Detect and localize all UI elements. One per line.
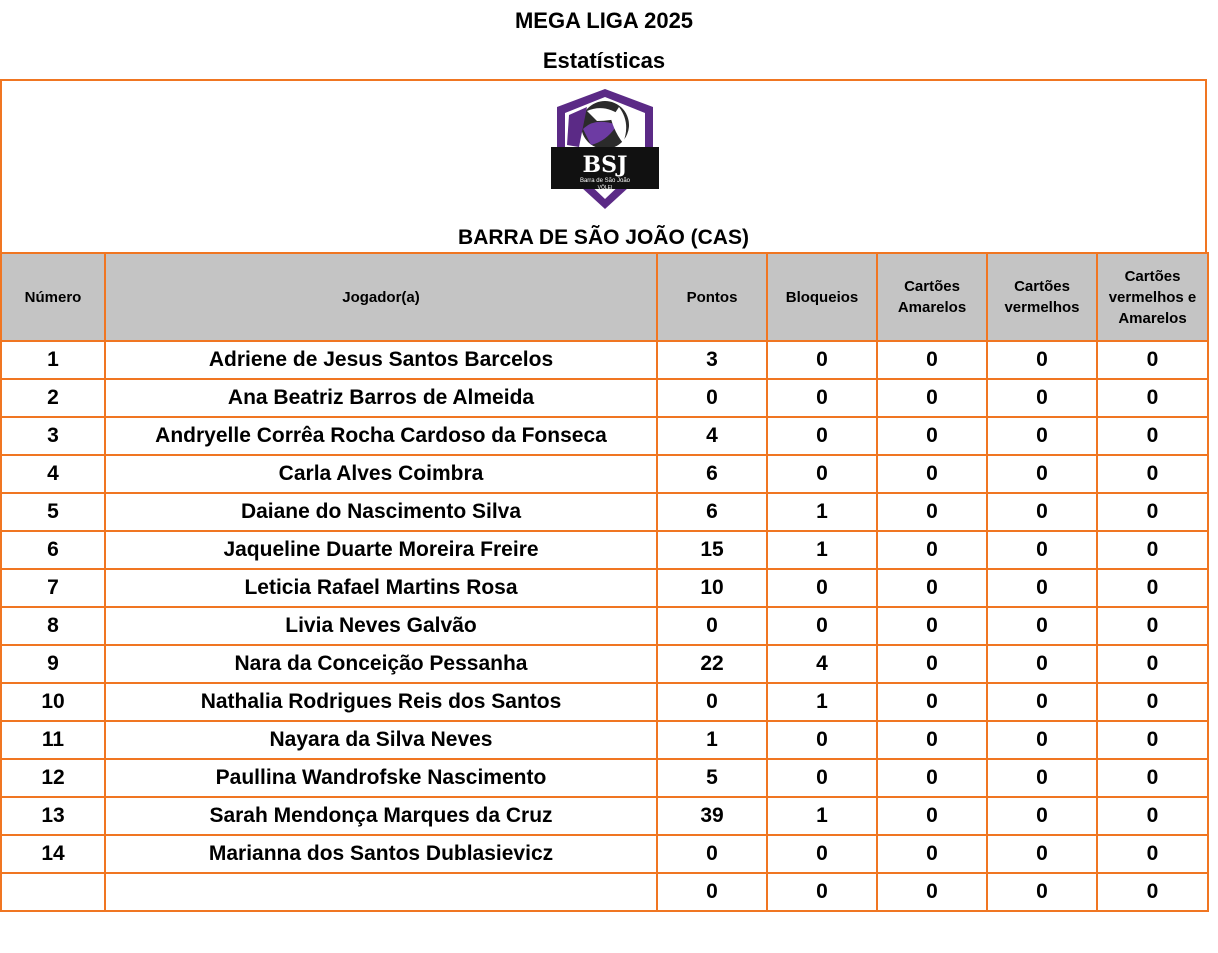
col-player: Jogador(a) (105, 253, 657, 341)
cell-red-yellow-cards: 0 (1097, 645, 1208, 683)
cell-blocks: 0 (767, 417, 877, 455)
page-title: MEGA LIGA 2025 (514, 8, 694, 33)
cell-player: Leticia Rafael Martins Rosa (105, 569, 657, 607)
cell-blocks: 0 (767, 873, 877, 911)
cell-red-yellow-cards: 0 (1097, 417, 1208, 455)
table-row (1, 797, 1208, 835)
cell-player: Marianna dos Santos Dublasievicz (105, 835, 657, 873)
cell-blocks: 1 (767, 531, 877, 569)
cell-player: Nathalia Rodrigues Reis dos Santos (105, 683, 657, 721)
cell-points: 5 (657, 759, 767, 797)
col-red-cards: Cartões vermelhos (987, 253, 1097, 341)
cell-yellow-cards: 0 (877, 873, 987, 911)
col-yellow-cards: Cartões Amarelos (877, 253, 987, 341)
cell-red-yellow-cards: 0 (1097, 379, 1208, 417)
table-row (1, 455, 1208, 493)
cell-red-cards: 0 (987, 341, 1097, 379)
cell-yellow-cards: 0 (877, 797, 987, 835)
cell-red-cards: 0 (987, 531, 1097, 569)
cell-blocks: 0 (767, 607, 877, 645)
cell-red-yellow-cards: 0 (1097, 493, 1208, 531)
col-points: Pontos (657, 253, 767, 341)
cell-player: Adriene de Jesus Santos Barcelos (105, 341, 657, 379)
cell-blocks: 0 (767, 341, 877, 379)
cell-yellow-cards: 0 (877, 607, 987, 645)
team-logo (547, 87, 663, 213)
logo-subtext-2: VÔLEI (597, 185, 613, 191)
cell-yellow-cards: 0 (877, 759, 987, 797)
table-row (1, 607, 1208, 645)
cell-number: 14 (1, 835, 105, 873)
cell-red-cards: 0 (987, 455, 1097, 493)
cell-blocks: 1 (767, 493, 877, 531)
cell-points: 39 (657, 797, 767, 835)
table-row (1, 759, 1208, 797)
cell-number: 1 (1, 341, 105, 379)
cell-number: 9 (1, 645, 105, 683)
cell-player: Ana Beatriz Barros de Almeida (105, 379, 657, 417)
cell-red-yellow-cards: 0 (1097, 607, 1208, 645)
cell-red-yellow-cards: 0 (1097, 797, 1208, 835)
cell-points: 6 (657, 493, 767, 531)
page-subtitle: Estatísticas (542, 48, 666, 73)
cell-yellow-cards: 0 (877, 569, 987, 607)
cell-red-yellow-cards: 0 (1097, 759, 1208, 797)
cell-player: Jaqueline Duarte Moreira Freire (105, 531, 657, 569)
cell-red-cards: 0 (987, 873, 1097, 911)
cell-blocks: 0 (767, 721, 877, 759)
cell-yellow-cards: 0 (877, 417, 987, 455)
table-row (1, 417, 1208, 455)
table-row (1, 683, 1208, 721)
cell-red-cards: 0 (987, 721, 1097, 759)
cell-points: 1 (657, 721, 767, 759)
cell-yellow-cards: 0 (877, 341, 987, 379)
cell-player: Nara da Conceição Pessanha (105, 645, 657, 683)
team-name: BARRA DE SÃO JOÃO (CAS) (458, 226, 749, 249)
cell-player: Paullina Wandrofske Nascimento (105, 759, 657, 797)
cell-number: 2 (1, 379, 105, 417)
cell-points: 0 (657, 873, 767, 911)
cell-number (1, 873, 105, 911)
cell-points: 6 (657, 455, 767, 493)
cell-points: 15 (657, 531, 767, 569)
table-row (1, 721, 1208, 759)
cell-red-cards: 0 (987, 379, 1097, 417)
cell-points: 0 (657, 683, 767, 721)
logo-text: BSJ (582, 152, 628, 178)
table-row (1, 493, 1208, 531)
cell-red-cards: 0 (987, 797, 1097, 835)
cell-number: 12 (1, 759, 105, 797)
cell-number: 6 (1, 531, 105, 569)
cell-blocks: 0 (767, 379, 877, 417)
cell-number: 5 (1, 493, 105, 531)
table-header-row (1, 253, 1208, 341)
cell-player: Andryelle Corrêa Rocha Cardoso da Fonseca (105, 417, 657, 455)
cell-blocks: 1 (767, 797, 877, 835)
cell-yellow-cards: 0 (877, 531, 987, 569)
cell-yellow-cards: 0 (877, 455, 987, 493)
cell-points: 0 (657, 607, 767, 645)
cell-blocks: 4 (767, 645, 877, 683)
cell-red-cards: 0 (987, 569, 1097, 607)
cell-red-yellow-cards: 0 (1097, 873, 1208, 911)
cell-points: 3 (657, 341, 767, 379)
cell-blocks: 0 (767, 569, 877, 607)
cell-red-cards: 0 (987, 835, 1097, 873)
table-row (1, 531, 1208, 569)
cell-blocks: 0 (767, 455, 877, 493)
cell-number: 11 (1, 721, 105, 759)
col-red-yellow-cards: Cartões vermelhos e Amarelos (1097, 253, 1208, 341)
cell-number: 3 (1, 417, 105, 455)
col-number: Número (1, 253, 105, 341)
cell-player: Sarah Mendonça Marques da Cruz (105, 797, 657, 835)
cell-yellow-cards: 0 (877, 645, 987, 683)
col-blocks: Bloqueios (767, 253, 877, 341)
cell-blocks: 0 (767, 759, 877, 797)
cell-red-yellow-cards: 0 (1097, 455, 1208, 493)
cell-blocks: 0 (767, 835, 877, 873)
cell-yellow-cards: 0 (877, 683, 987, 721)
table-row (1, 835, 1208, 873)
cell-red-cards: 0 (987, 493, 1097, 531)
cell-number: 8 (1, 607, 105, 645)
cell-red-yellow-cards: 0 (1097, 569, 1208, 607)
cell-blocks: 1 (767, 683, 877, 721)
logo-subtext: Barra de São João (579, 178, 631, 184)
cell-yellow-cards: 0 (877, 379, 987, 417)
cell-yellow-cards: 0 (877, 493, 987, 531)
cell-yellow-cards: 0 (877, 835, 987, 873)
cell-points: 0 (657, 379, 767, 417)
cell-points: 4 (657, 417, 767, 455)
totals-row (1, 873, 1208, 911)
cell-red-cards: 0 (987, 607, 1097, 645)
cell-red-cards: 0 (987, 759, 1097, 797)
cell-player (105, 873, 657, 911)
cell-player: Carla Alves Coimbra (105, 455, 657, 493)
cell-red-yellow-cards: 0 (1097, 721, 1208, 759)
stats-table (0, 252, 1209, 912)
cell-player: Daiane do Nascimento Silva (105, 493, 657, 531)
cell-red-yellow-cards: 0 (1097, 531, 1208, 569)
cell-yellow-cards: 0 (877, 721, 987, 759)
cell-red-cards: 0 (987, 417, 1097, 455)
cell-red-cards: 0 (987, 645, 1097, 683)
cell-red-yellow-cards: 0 (1097, 341, 1208, 379)
cell-number: 10 (1, 683, 105, 721)
cell-points: 10 (657, 569, 767, 607)
team-header (0, 79, 1207, 255)
cell-points: 22 (657, 645, 767, 683)
cell-number: 13 (1, 797, 105, 835)
cell-player: Nayara da Silva Neves (105, 721, 657, 759)
cell-red-yellow-cards: 0 (1097, 835, 1208, 873)
cell-number: 7 (1, 569, 105, 607)
cell-player: Livia Neves Galvão (105, 607, 657, 645)
cell-points: 0 (657, 835, 767, 873)
table-row (1, 341, 1208, 379)
cell-red-cards: 0 (987, 683, 1097, 721)
table-row (1, 645, 1208, 683)
table-row (1, 569, 1208, 607)
table-row (1, 379, 1208, 417)
cell-number: 4 (1, 455, 105, 493)
cell-red-yellow-cards: 0 (1097, 683, 1208, 721)
